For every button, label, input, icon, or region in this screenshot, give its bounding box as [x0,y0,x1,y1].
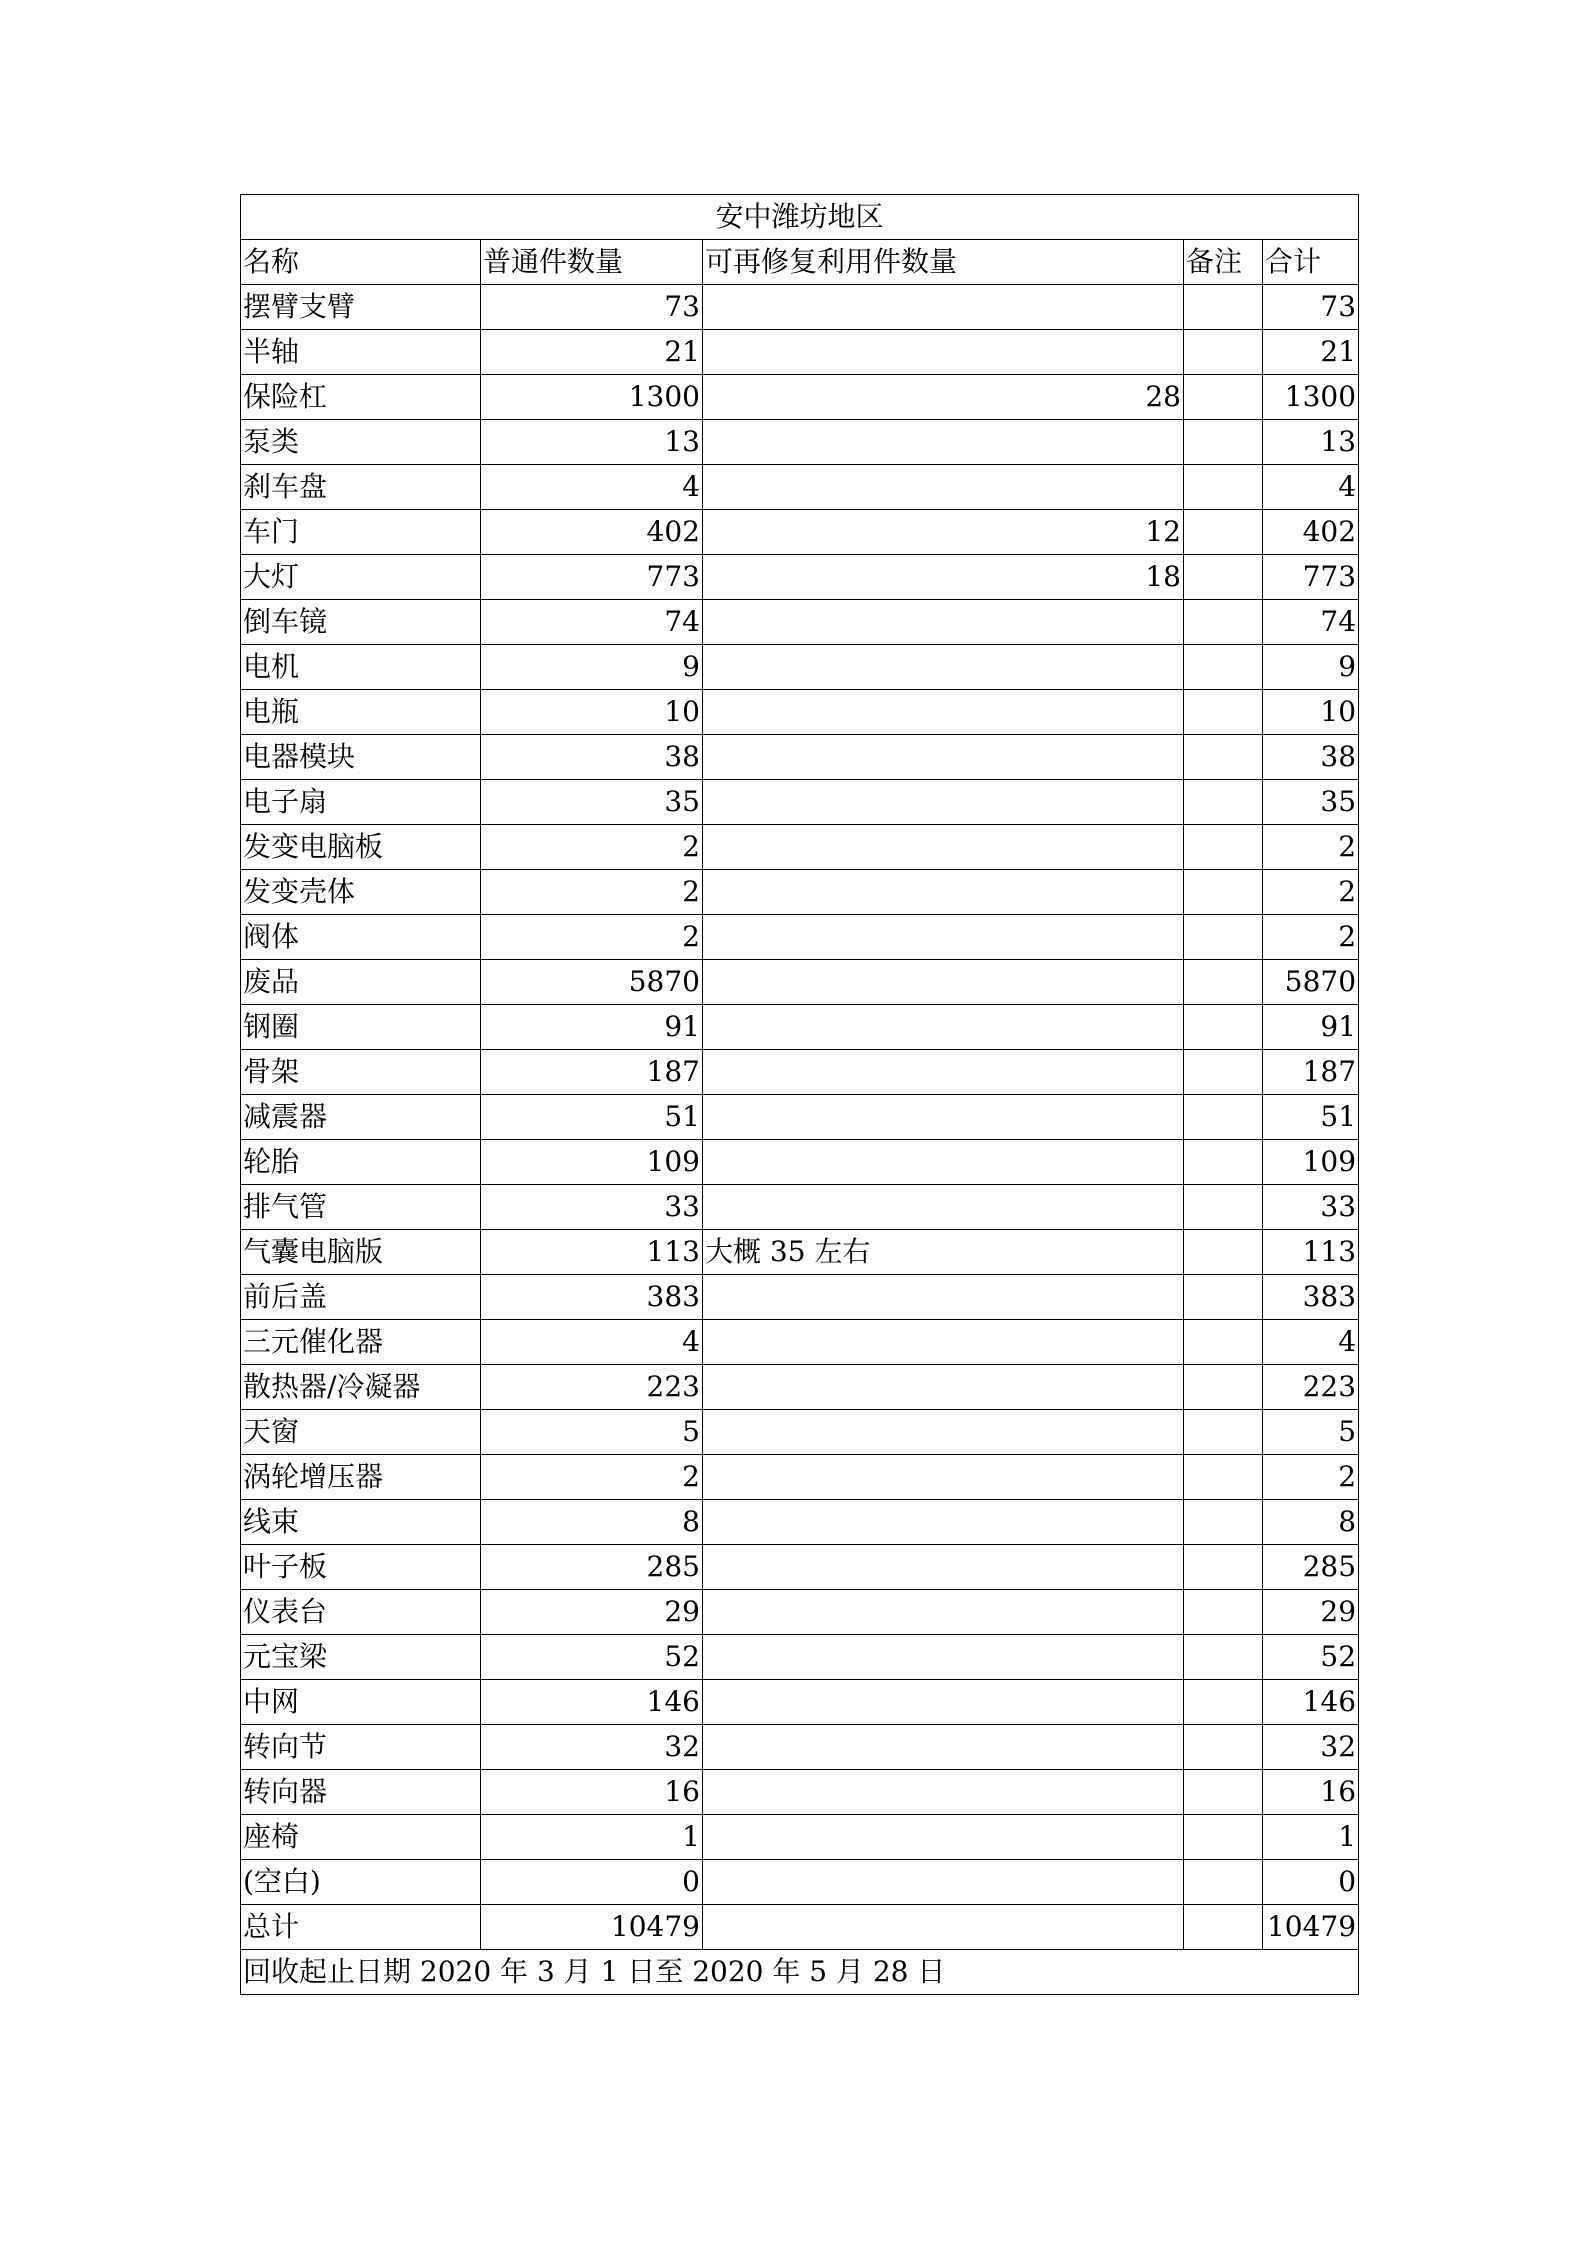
table-row [241,1680,1359,1725]
row-normal-qty: 32 [481,1725,703,1770]
row-total: 10 [1263,690,1359,735]
row-name: 元宝梁 [241,1635,481,1680]
row-total: 51 [1263,1095,1359,1140]
table-row [241,825,1359,870]
row-normal-qty: 4 [481,465,703,510]
row-total: 146 [1263,1680,1359,1725]
row-normal-qty: 2 [481,915,703,960]
row-note [1184,1005,1263,1050]
table-row [241,1320,1359,1365]
row-total: 187 [1263,1050,1359,1095]
row-normal-qty: 2 [481,1455,703,1500]
table-row [241,1545,1359,1590]
row-total: 0 [1263,1860,1359,1905]
row-note [1184,1860,1263,1905]
row-note [1184,510,1263,555]
row-normal-qty: 0 [481,1860,703,1905]
table-row [241,1455,1359,1500]
row-note [1184,1365,1263,1410]
row-reusable-qty [703,1545,1184,1590]
row-note [1184,1770,1263,1815]
table-body [241,195,1359,1995]
table-row [241,960,1359,1005]
row-note [1184,465,1263,510]
row-normal-qty: 2 [481,870,703,915]
row-total: 1 [1263,1815,1359,1860]
row-reusable-qty [703,1590,1184,1635]
table-row [241,330,1359,375]
table-row [241,780,1359,825]
row-total: 5870 [1263,960,1359,1005]
row-reusable-qty: 28 [703,375,1184,420]
row-reusable-qty: 大概 35 左右 [703,1230,1184,1275]
row-name: 座椅 [241,1815,481,1860]
row-normal-qty: 13 [481,420,703,465]
header-note: 备注 [1184,240,1263,285]
row-normal-qty: 51 [481,1095,703,1140]
row-note [1184,330,1263,375]
row-total: 402 [1263,510,1359,555]
row-note [1184,1275,1263,1320]
row-name: 叶子板 [241,1545,481,1590]
row-total: 223 [1263,1365,1359,1410]
row-note [1184,1230,1263,1275]
row-reusable-qty [703,1365,1184,1410]
row-name: 电瓶 [241,690,481,735]
row-total: 109 [1263,1140,1359,1185]
row-name: 刹车盘 [241,465,481,510]
row-normal-qty: 4 [481,1320,703,1365]
row-normal-qty: 74 [481,600,703,645]
row-total: 13 [1263,420,1359,465]
row-name: 骨架 [241,1050,481,1095]
row-note [1184,960,1263,1005]
row-reusable-qty [703,960,1184,1005]
row-name: 电子扇 [241,780,481,825]
row-normal-qty: 109 [481,1140,703,1185]
row-total: 1300 [1263,375,1359,420]
row-reusable-qty [703,735,1184,780]
row-total: 32 [1263,1725,1359,1770]
row-total: 2 [1263,1455,1359,1500]
summary-total: 10479 [1263,1905,1359,1950]
row-normal-qty: 5 [481,1410,703,1455]
row-reusable-qty [703,330,1184,375]
row-reusable-qty [703,1815,1184,1860]
table-row [241,285,1359,330]
recycling-summary-table [240,194,1359,1995]
table-row [241,1140,1359,1185]
row-reusable-qty [703,1185,1184,1230]
row-reusable-qty [703,645,1184,690]
table-row [241,555,1359,600]
row-total: 91 [1263,1005,1359,1050]
table-row [241,690,1359,735]
row-reusable-qty [703,1050,1184,1095]
row-normal-qty: 285 [481,1545,703,1590]
row-note [1184,555,1263,600]
row-name: 发变壳体 [241,870,481,915]
row-name: 减震器 [241,1095,481,1140]
row-total: 4 [1263,465,1359,510]
row-name: 气囊电脑版 [241,1230,481,1275]
row-total: 285 [1263,1545,1359,1590]
row-note [1184,1545,1263,1590]
row-normal-qty: 113 [481,1230,703,1275]
table-row [241,465,1359,510]
row-reusable-qty [703,915,1184,960]
table-row [241,1185,1359,1230]
table-row [241,915,1359,960]
table-row [241,1050,1359,1095]
row-normal-qty: 402 [481,510,703,555]
row-total: 52 [1263,1635,1359,1680]
row-name: 发变电脑板 [241,825,481,870]
row-total: 2 [1263,825,1359,870]
row-note [1184,645,1263,690]
table-row [241,600,1359,645]
row-reusable-qty [703,1725,1184,1770]
row-reusable-qty [703,1500,1184,1545]
row-note [1184,1095,1263,1140]
header-normal-qty: 普通件数量 [481,240,703,285]
table-row [241,1590,1359,1635]
table-row [241,1725,1359,1770]
table-title: 安中潍坊地区 [241,195,1359,240]
row-name: 泵类 [241,420,481,465]
table-row [241,870,1359,915]
table-row [241,1770,1359,1815]
row-normal-qty: 187 [481,1050,703,1095]
row-total: 2 [1263,915,1359,960]
row-name: 车门 [241,510,481,555]
row-note [1184,1410,1263,1455]
row-name: 保险杠 [241,375,481,420]
row-name: 转向节 [241,1725,481,1770]
row-normal-qty: 21 [481,330,703,375]
row-normal-qty: 33 [481,1185,703,1230]
title-row [241,195,1359,240]
row-name: 电机 [241,645,481,690]
row-reusable-qty [703,1635,1184,1680]
row-reusable-qty [703,870,1184,915]
row-name: 废品 [241,960,481,1005]
row-total: 773 [1263,555,1359,600]
table-row [241,1410,1359,1455]
table-row [241,375,1359,420]
table-row [241,1635,1359,1680]
row-name: 中网 [241,1680,481,1725]
table-row [241,1860,1359,1905]
header-row [241,240,1359,285]
row-reusable-qty [703,780,1184,825]
row-reusable-qty [703,1410,1184,1455]
row-note [1184,1815,1263,1860]
row-reusable-qty: 18 [703,555,1184,600]
table-row [241,1365,1359,1410]
row-reusable-qty [703,1680,1184,1725]
table-row [241,735,1359,780]
row-note [1184,420,1263,465]
summary-reusable-qty [703,1905,1184,1950]
row-normal-qty: 146 [481,1680,703,1725]
row-note [1184,1635,1263,1680]
row-normal-qty: 91 [481,1005,703,1050]
row-note [1184,1455,1263,1500]
row-note [1184,825,1263,870]
row-note [1184,1140,1263,1185]
row-note [1184,1680,1263,1725]
row-name: 转向器 [241,1770,481,1815]
summary-normal-qty: 10479 [481,1905,703,1950]
row-reusable-qty [703,690,1184,735]
row-note [1184,1500,1263,1545]
table-row [241,1815,1359,1860]
row-total: 29 [1263,1590,1359,1635]
row-name: 天窗 [241,1410,481,1455]
row-total: 9 [1263,645,1359,690]
row-reusable-qty [703,420,1184,465]
row-total: 33 [1263,1185,1359,1230]
summary-row [241,1905,1359,1950]
row-reusable-qty [703,1005,1184,1050]
collection-period: 回收起止日期 2020 年 3 月 1 日至 2020 年 5 月 28 日 [241,1950,1359,1995]
row-note [1184,1050,1263,1095]
summary-name: 总计 [241,1905,481,1950]
row-reusable-qty [703,465,1184,510]
row-normal-qty: 38 [481,735,703,780]
row-normal-qty: 5870 [481,960,703,1005]
table-row [241,1095,1359,1140]
row-normal-qty: 383 [481,1275,703,1320]
table-row [241,1230,1359,1275]
row-name: 排气管 [241,1185,481,1230]
row-note [1184,1320,1263,1365]
row-name: 摆臂支臂 [241,285,481,330]
row-reusable-qty [703,1095,1184,1140]
row-note [1184,915,1263,960]
row-reusable-qty: 12 [703,510,1184,555]
table-row [241,1500,1359,1545]
row-reusable-qty [703,825,1184,870]
row-total: 383 [1263,1275,1359,1320]
summary-note [1184,1905,1263,1950]
row-name: 倒车镜 [241,600,481,645]
row-reusable-qty [703,1320,1184,1365]
row-total: 74 [1263,600,1359,645]
row-normal-qty: 73 [481,285,703,330]
row-total: 2 [1263,870,1359,915]
row-note [1184,1590,1263,1635]
row-reusable-qty [703,1140,1184,1185]
row-normal-qty: 1300 [481,375,703,420]
row-normal-qty: 223 [481,1365,703,1410]
row-name: 三元催化器 [241,1320,481,1365]
row-normal-qty: 52 [481,1635,703,1680]
row-normal-qty: 8 [481,1500,703,1545]
row-note [1184,780,1263,825]
table-row [241,1005,1359,1050]
row-reusable-qty [703,600,1184,645]
row-note [1184,870,1263,915]
row-name: 半轴 [241,330,481,375]
table-row [241,420,1359,465]
row-note [1184,690,1263,735]
row-name: 电器模块 [241,735,481,780]
row-total: 113 [1263,1230,1359,1275]
row-total: 35 [1263,780,1359,825]
row-note [1184,1185,1263,1230]
row-normal-qty: 2 [481,825,703,870]
row-total: 8 [1263,1500,1359,1545]
row-normal-qty: 10 [481,690,703,735]
row-name: 轮胎 [241,1140,481,1185]
row-total: 16 [1263,1770,1359,1815]
row-normal-qty: 9 [481,645,703,690]
row-reusable-qty [703,1455,1184,1500]
row-note [1184,600,1263,645]
row-name: 线束 [241,1500,481,1545]
row-name: 钢圈 [241,1005,481,1050]
row-note [1184,735,1263,780]
row-normal-qty: 35 [481,780,703,825]
row-normal-qty: 16 [481,1770,703,1815]
row-name: (空白) [241,1860,481,1905]
row-note [1184,375,1263,420]
row-normal-qty: 29 [481,1590,703,1635]
header-name: 名称 [241,240,481,285]
row-name: 散热器/冷凝器 [241,1365,481,1410]
row-normal-qty: 773 [481,555,703,600]
table-row [241,1275,1359,1320]
table-row [241,510,1359,555]
row-name: 大灯 [241,555,481,600]
row-total: 4 [1263,1320,1359,1365]
footer-row [241,1950,1359,1995]
row-reusable-qty [703,1860,1184,1905]
row-total: 21 [1263,330,1359,375]
row-reusable-qty [703,1275,1184,1320]
row-total: 5 [1263,1410,1359,1455]
row-total: 73 [1263,285,1359,330]
row-note [1184,1725,1263,1770]
header-reusable-qty: 可再修复利用件数量 [703,240,1184,285]
row-total: 38 [1263,735,1359,780]
row-normal-qty: 1 [481,1815,703,1860]
row-reusable-qty [703,1770,1184,1815]
row-note [1184,285,1263,330]
row-reusable-qty [703,285,1184,330]
table-row [241,645,1359,690]
row-name: 前后盖 [241,1275,481,1320]
row-name: 阀体 [241,915,481,960]
row-name: 仪表台 [241,1590,481,1635]
row-name: 涡轮增压器 [241,1455,481,1500]
header-total: 合计 [1263,240,1359,285]
